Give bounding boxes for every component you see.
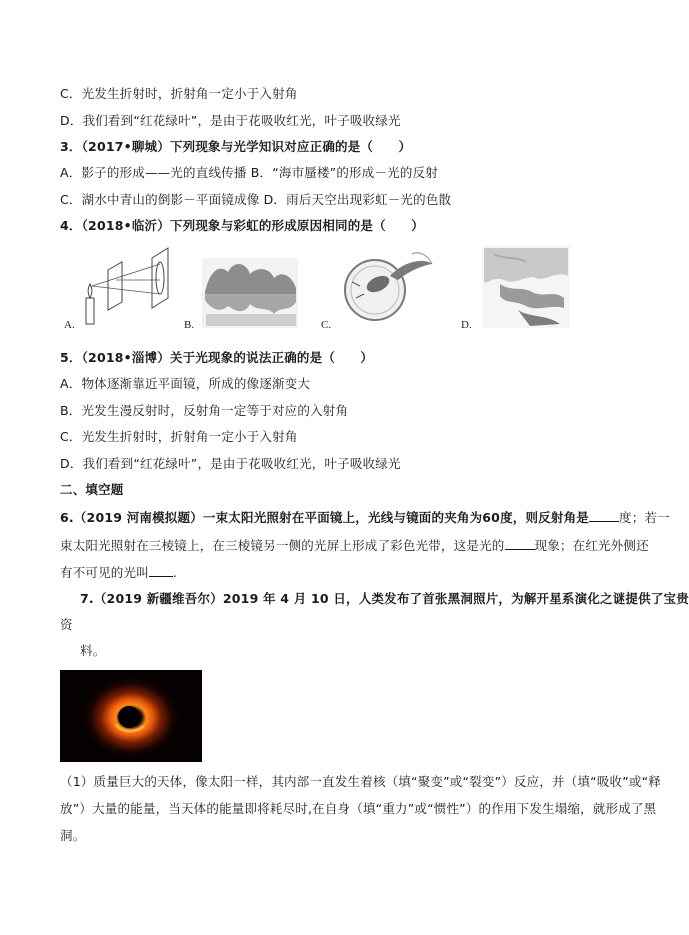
question-5-option-a: A．物体逐渐靠近平面镜，所成的像逐渐变大: [60, 376, 311, 391]
question-4-figures: [60, 240, 580, 332]
figure-a-candle-lens: [86, 248, 168, 324]
question-6-line-3: [60, 564, 177, 581]
question-6-text-2b: 现象；在红光外侧还: [534, 538, 649, 553]
figure-b-tree-reflection: [202, 258, 298, 328]
question-7-line-1: [80, 591, 689, 607]
blank-phenomenon[interactable]: [505, 537, 535, 550]
question-3: [60, 139, 411, 155]
question-6-text-3b: .: [172, 565, 178, 580]
question-3-option-ab: A．影子的形成——光的直线传播 B．“海市蜃楼”的形成－光的反射: [60, 165, 438, 180]
figure-d-shadow: [482, 246, 570, 328]
question-5-option-c: C．光发生折射时，折射角一定小于入射角: [60, 429, 298, 444]
question-7-part-1-line-1: （1）质量巨大的天体，像太阳一样，其内部一直发生着核（填“聚变”或“裂变”）反应，并（填“吸收”或“释: [60, 774, 661, 789]
question-6-text-2: 束太阳光照射在三棱镜上，在三棱镜另一侧的光屏上形成了彩色光带，这是光的: [60, 538, 505, 553]
question-6-line-2: [60, 537, 649, 554]
black-hole-image: [60, 670, 202, 762]
section-fill-in: 二、填空题: [60, 482, 124, 497]
question-5-option-b: B．光发生漫反射时，反射角一定等于对应的入射角: [60, 403, 349, 418]
question-6-line-1: [60, 509, 670, 526]
option-d-line: D．我们看到“红花绿叶”，是由于花吸收红光，叶子吸收绿光: [60, 113, 401, 128]
figure-label-a: A.: [64, 319, 75, 331]
question-7-part-1-line-2: 放”）大量的能量，当天体的能量即将耗尽时,在自身（填“重力”或“惯性”）的作用下发生塌缩，就形成了黑: [60, 801, 657, 816]
question-3-text: 3．（2017•聊城）下列现象与光学知识对应正确的是（ ）: [60, 139, 412, 154]
figure-label-b: B.: [184, 319, 195, 331]
blank-reflection-angle[interactable]: [589, 509, 619, 522]
question-7-text-1: 7.（2019 新疆维吾尔）2019 年 4 月 10 日，人类发布了首张黑洞照片，为解开星系演化之谜提供了宝贵: [80, 591, 689, 606]
figure-label-d: D.: [461, 319, 472, 331]
figure-c-magnifier: [345, 253, 432, 320]
question-6-text-1b: 度；若一: [619, 510, 670, 525]
question-6-text-1: 6.（2019 河南模拟题）一束太阳光照射在平面镜上，光线与镜面的夹角为60度，则反射角是: [60, 510, 589, 525]
blank-invisible-light[interactable]: [149, 564, 173, 577]
question-6-text-3: 有不可见的光叫: [60, 565, 149, 580]
question-5: 5．（2018•淄博）关于光现象的说法正确的是（ ）: [60, 350, 374, 365]
question-7-line-2: 资: [60, 617, 73, 632]
question-7-line-3: 料。: [80, 643, 106, 658]
question-4: 4．（2018•临沂）下列现象与彩虹的形成原因相同的是（ ）: [60, 218, 424, 233]
question-7-part-1-line-3: 洞。: [60, 828, 86, 843]
figure-label-c: C.: [321, 319, 332, 331]
option-c-line: C．光发生折射时，折射角一定小于入射角: [60, 86, 298, 101]
question-5-option-d: D．我们看到“红花绿叶”，是由于花吸收红光，叶子吸收绿光: [60, 456, 401, 471]
question-3-option-cd: C．湖水中青山的倒影－平面镜成像 D．雨后天空出现彩虹－光的色散: [60, 192, 452, 207]
